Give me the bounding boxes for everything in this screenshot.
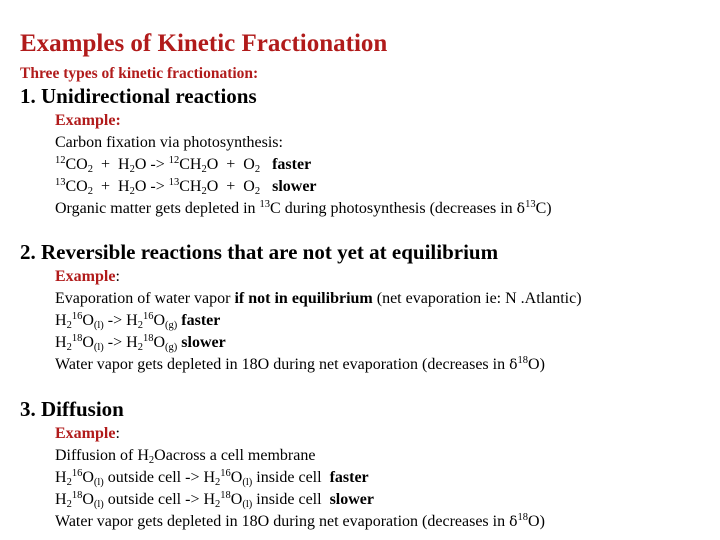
- example-label-line: Example:: [55, 268, 120, 285]
- body-line: $H_2^{18}O_{(l)} -> H_2^{18}O_{(g)}$ slower: [55, 333, 226, 353]
- body-line: Water vapor gets depleted in 18O during net evaporation (decreases in $\delta^{18}O$): [55, 355, 545, 373]
- example-label: Example: [55, 425, 116, 442]
- slide-title: Examples of Kinetic Fractionation: [20, 30, 388, 57]
- body-line: $^{13}CO_2 + H_2O -> ^{13}CH_2O + O_2$ slower: [55, 177, 317, 197]
- example-label: Example: [55, 268, 116, 285]
- intro-text: Three types of kinetic fractionation:: [20, 65, 259, 82]
- example-label: Example:: [55, 112, 121, 129]
- example-label-line: Example:: [55, 425, 120, 442]
- section-1-body: [55, 110, 552, 220]
- body-line: Organic matter gets depleted in $^{13}$C during photosynthesis (decreases in $\delta^{13}C$): [55, 199, 552, 217]
- body-line: $H_2^{16}O_{(l)}$ outside cell -> $H_2^{16}O_{(l)}$ inside cell faster: [55, 468, 369, 488]
- body-line: $H_2^{16}O_{(l)} -> H_2^{16}O_{(g)}$ faster: [55, 311, 221, 331]
- section-2-heading: 2. Reversible reactions that are not yet at equilibrium: [20, 240, 499, 264]
- body-line: Carbon fixation via photosynthesis:: [55, 134, 283, 151]
- body-line: Evaporation of water vapor if not in equilibrium (net evaporation ie: N .Atlantic): [55, 290, 582, 307]
- body-line: $H_2^{18}O_{(l)}$ outside cell -> $H_2^{18}O_{(l)}$ inside cell slower: [55, 490, 374, 510]
- body-line: $^{12}CO_2 + H_2O -> ^{12}CH_2O + O_2$ faster: [55, 155, 312, 175]
- section-3-body: [55, 423, 545, 533]
- section-2-body: [55, 266, 582, 376]
- body-line: Water vapor gets depleted in 18O during net evaporation (decreases in $\delta^{18}O$): [55, 512, 545, 530]
- section-1-heading: 1. Unidirectional reactions: [20, 84, 257, 108]
- body-line: Diffusion of $H_2Oacross$ a cell membrane: [55, 447, 316, 466]
- section-3-heading: 3. Diffusion: [20, 397, 124, 421]
